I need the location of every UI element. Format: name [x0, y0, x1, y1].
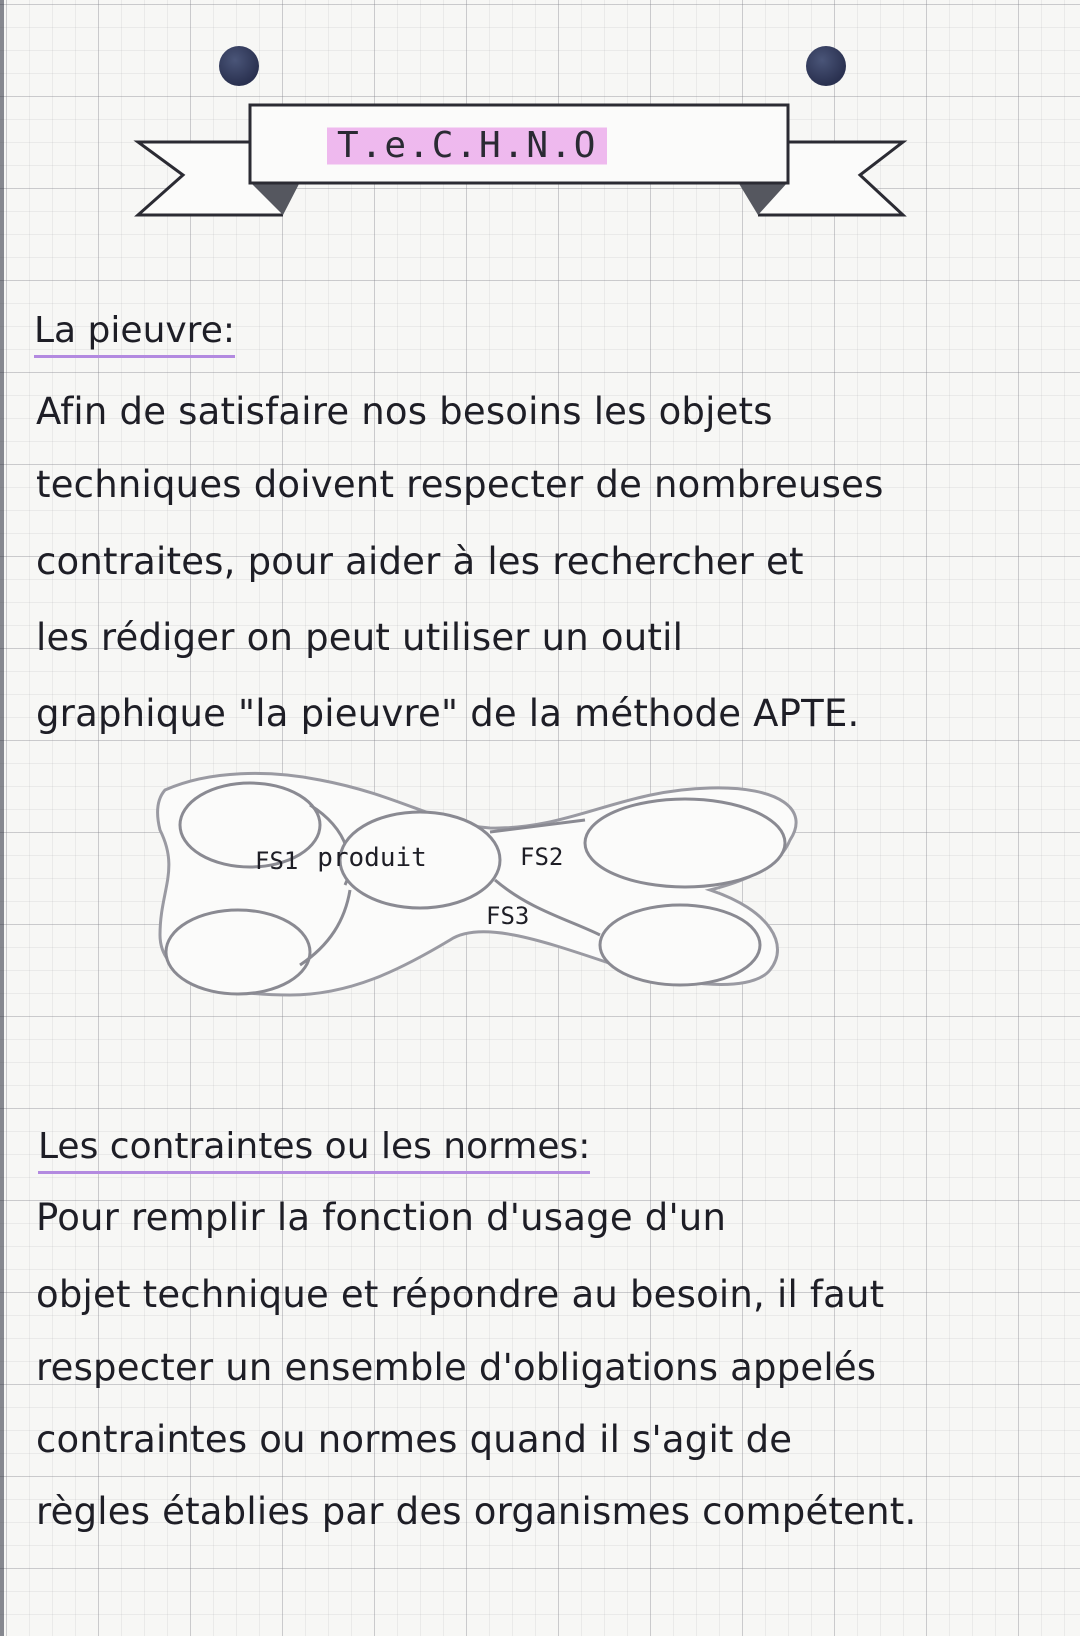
text-line: techniques doivent respecter de nombreuses: [36, 463, 884, 506]
section-heading-contraintes: Les contraintes ou les normes:: [38, 1126, 590, 1174]
text-line: règles établies par des organismes compétent.: [36, 1490, 917, 1533]
text-line: respecter un ensemble d'obligations appelés: [36, 1346, 877, 1389]
diagram-node: [585, 799, 785, 887]
diagram-node: [180, 783, 320, 867]
diagram-label-fs1: FS1: [255, 847, 299, 875]
pieuvre-diagram: [150, 770, 830, 1040]
text-line: contraintes ou normes quand il s'agit de: [36, 1418, 793, 1461]
text-line: contraites, pour aider à les rechercher et: [36, 540, 804, 583]
diagram-node: [166, 910, 310, 994]
diagram-center-label: produit: [317, 843, 427, 873]
page-title: T.e.C.H.N.O: [327, 124, 607, 168]
diagram-label-fs2: FS2: [520, 843, 564, 871]
diagram-node: [600, 905, 760, 985]
text-line: graphique "la pieuvre" de la méthode APTE.: [36, 692, 860, 735]
section-heading-pieuvre: La pieuvre:: [34, 310, 235, 358]
text-line: objet technique et répondre au besoin, il faut: [36, 1273, 885, 1316]
text-line: les rédiger on peut utiliser un outil: [36, 616, 684, 659]
text-line: Afin de satisfaire nos besoins les objets: [36, 390, 773, 433]
diagram-label-fs3: FS3: [486, 902, 530, 930]
text-line: Pour remplir la fonction d'usage d'un: [36, 1196, 727, 1239]
